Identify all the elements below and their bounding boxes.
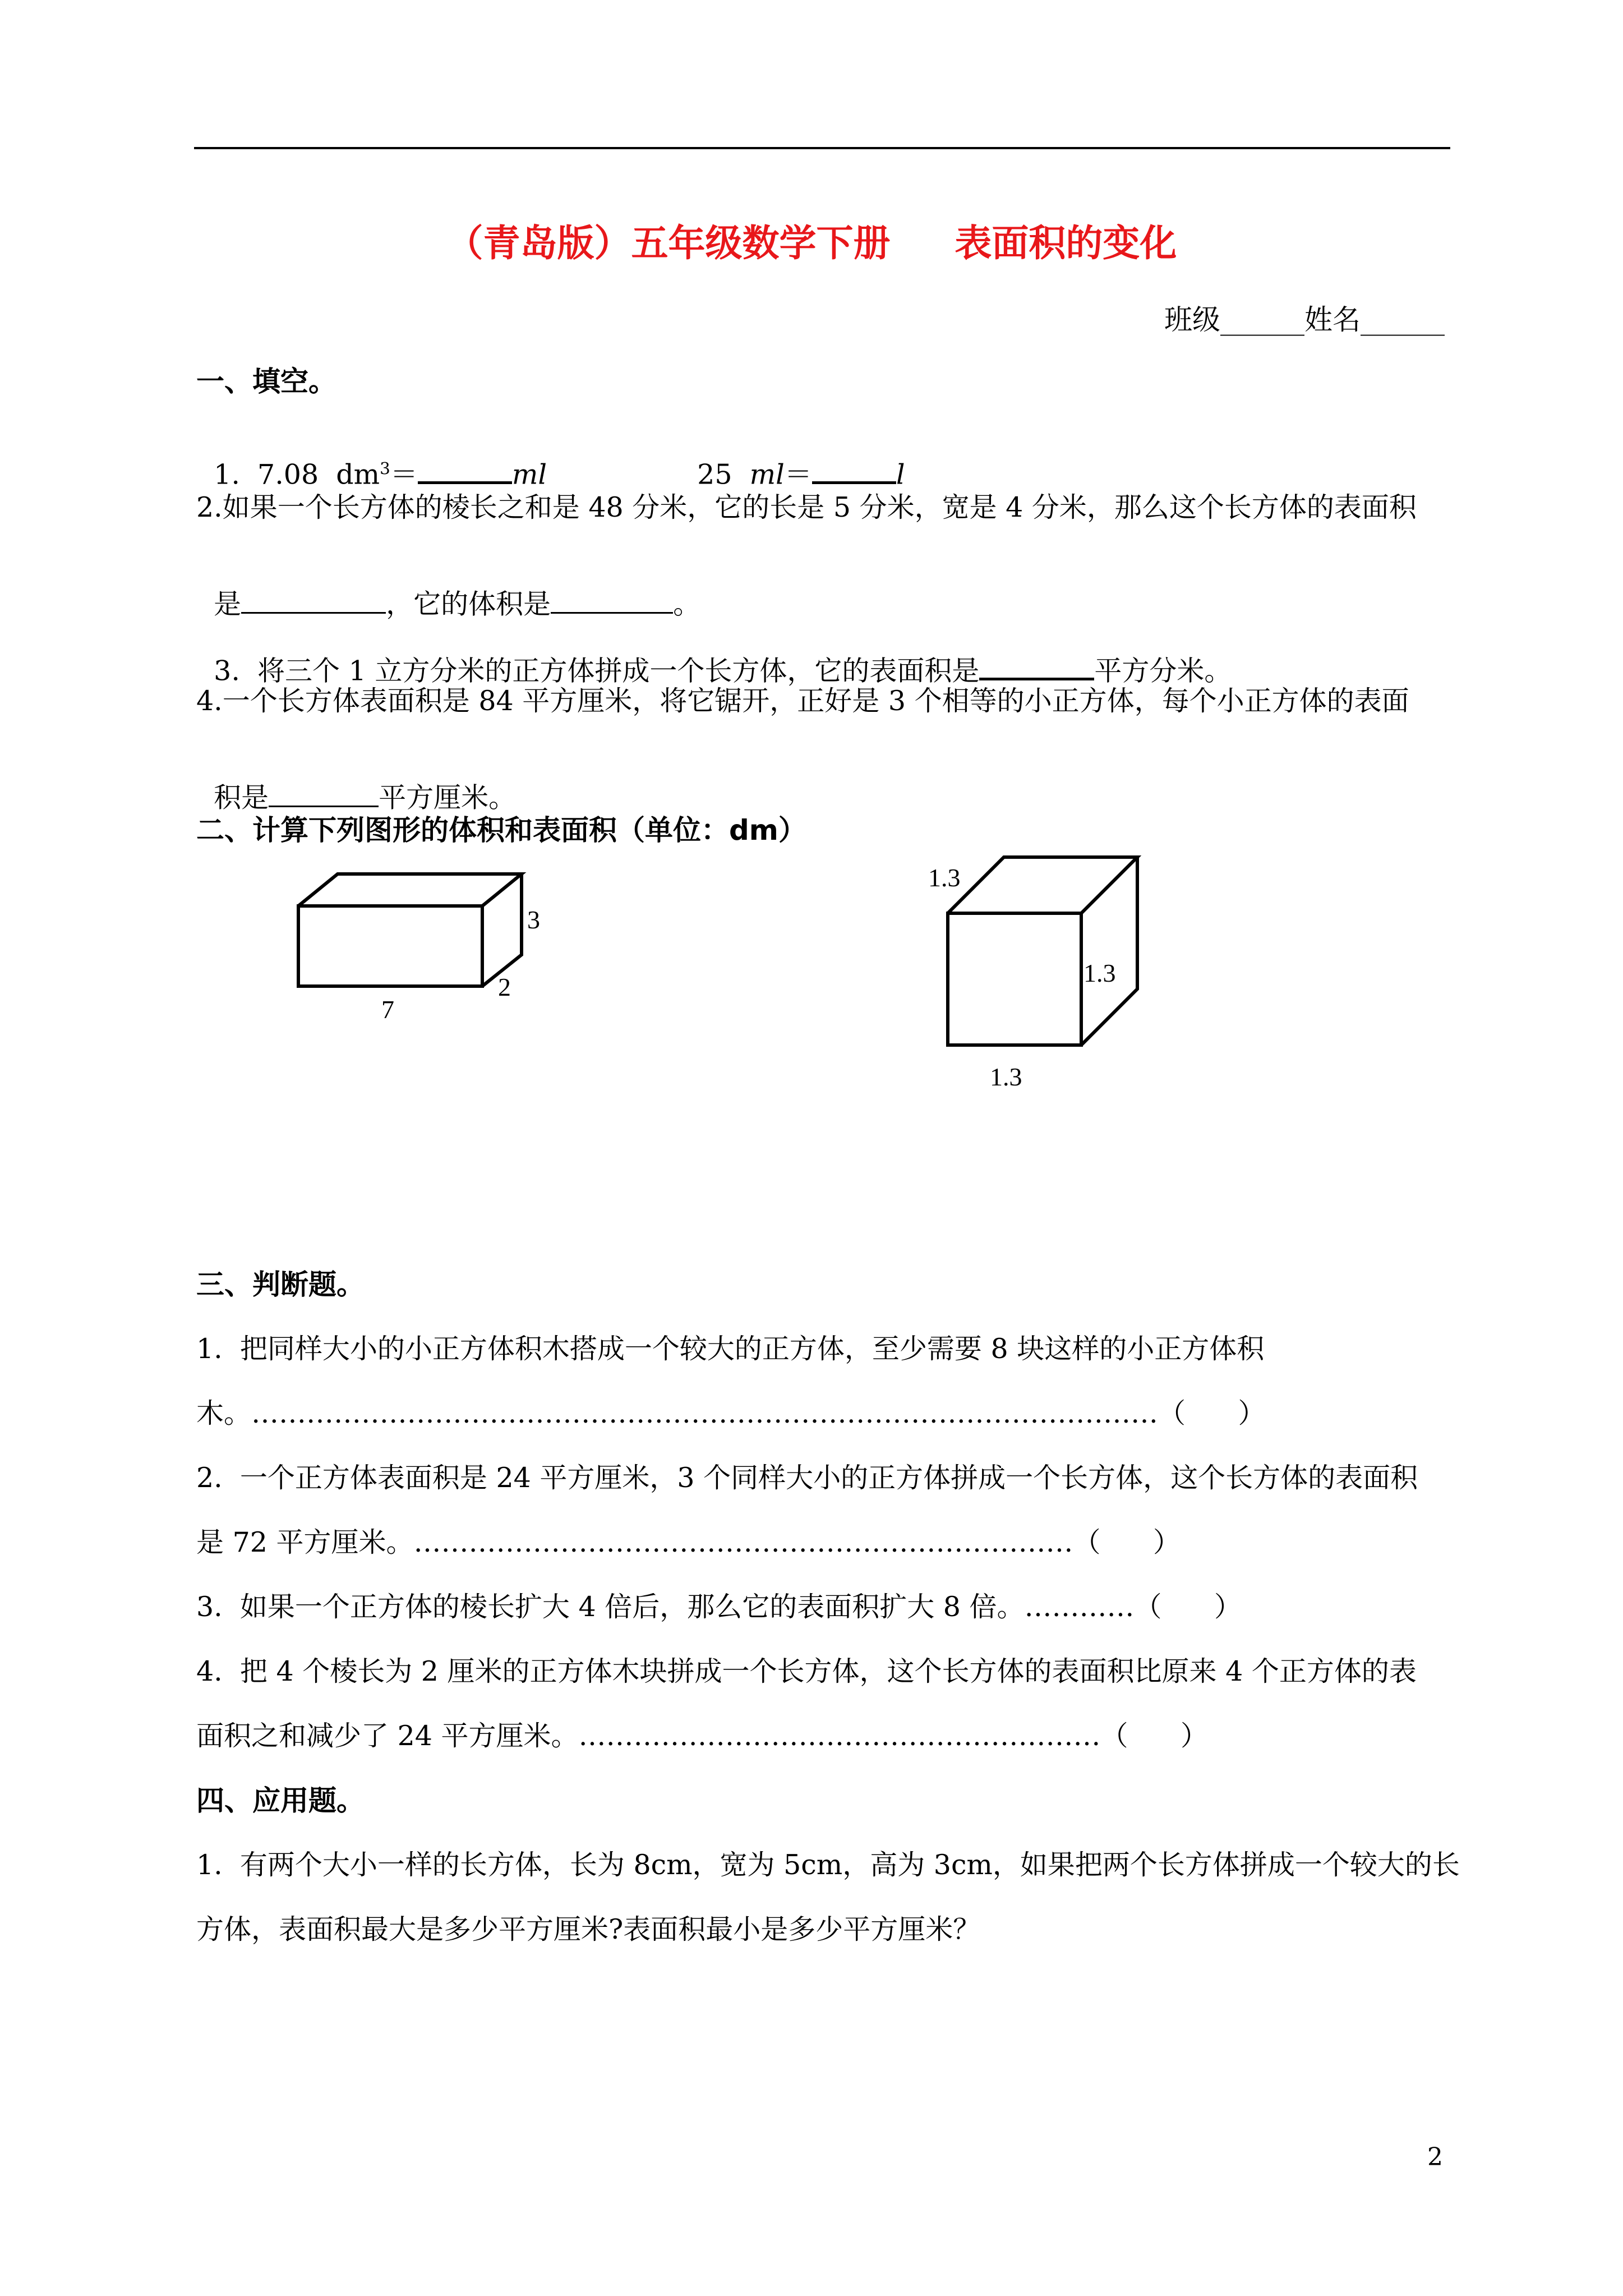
cube-bottom-label: 1.3 [990,1062,1022,1091]
q1-eq: ＝ [390,458,418,491]
q4-text-a: 积是 [214,781,269,814]
app-q1-line2: 方体，表面积最大是多少平方厘米?表面积最小是多少平方厘米？ [196,1913,981,1945]
judge-q4-line1: 4. 把 4 个棱长为 2 厘米的正方体木块拼成一个长方体，这个长方体的表面积比原来 4 个正方体的表 [196,1655,1417,1687]
judge-q1-line1: 1. 把同样大小的小正方体积木搭成一个较大的正方体，至少需要 8 块这样的小正方体积 [196,1333,1265,1365]
q3-text-b: 平方分米。 [1094,655,1232,687]
q3-text-a: 3. 将三个 1 立方分米的正方体拼成一个长方体，它的表面积是 [214,655,980,687]
q1b-unit2: l [896,458,905,491]
page-number: 2 [1427,2143,1443,2171]
q2-text-a: 是 [214,588,242,620]
section1-heading: 一、填空。 [196,365,336,398]
q1b-prefix: 25 [697,458,750,491]
section4-heading: 四、应用题。 [196,1784,365,1817]
judge-q2-line2[interactable]: 是 72 平方厘米。………………………………………………………………（ ） [196,1526,1181,1558]
cube-right-label: 1.3 [1083,959,1116,987]
cube-top-label: 1.3 [928,863,961,892]
q2-text-b: ，它的体积是 [386,588,551,620]
q2-text-c: 。 [673,588,701,620]
cuboid-length-label: 7 [381,995,394,1024]
section3-heading: 三、判断题。 [196,1268,365,1301]
page-title: （青岛版）五年级数学下册 表面积的变化 [446,222,1177,265]
cube-front-face [948,913,1081,1045]
q1b-unit1: ml [749,458,785,491]
judge-q3-line1[interactable]: 3. 如果一个正方体的棱长扩大 4 倍后，那么它的表面积扩大 8 倍。…………（ ） [196,1591,1242,1623]
cuboid-width-label: 2 [498,973,511,1001]
app-q1-line1: 1. 有两个大小一样的长方体，长为 8cm，宽为 5cm，高为 3cm，如果把两个长方体拼成一个较大的长 [196,1849,1460,1881]
fill-q2-line1: 2.如果一个长方体的棱长之和是 48 分米，它的长是 5 分米，宽是 4 分米，那么这个长方体的表面积 [196,491,1417,523]
fill-q4-line1: 4.一个长方体表面积是 84 平方厘米，将它锯开，正好是 3 个相等的小正方体，每个小正方体的表面 [196,685,1409,717]
judge-q1-line2[interactable]: 木。………………………………………………………………………………………（ ） [196,1397,1266,1429]
q1-superscript: 3 [380,459,390,478]
cuboid-height-label: 3 [527,905,540,934]
judge-q4-line2[interactable]: 面积之和减少了 24 平方厘米。…………………………………………………（ ） [196,1720,1208,1752]
section2-heading: 二、计算下列图形的体积和表面积（单位：dm） [196,814,806,846]
q4-text-b: 平方厘米。 [379,781,517,814]
q1b-eq: ＝ [784,458,812,491]
cube-top-face [948,857,1137,913]
q1-unit: ml [511,458,547,491]
q1-prefix: 1. 7.08 dm [214,458,380,491]
cube-figure [0,0,1623,1122]
judge-q2-line1: 2. 一个正方体表面积是 24 平方厘米，3 个同样大小的正方体拼成一个长方体，这个长方体的表面积 [196,1462,1418,1494]
class-name-fields: 班级______姓名______ [1164,303,1445,336]
